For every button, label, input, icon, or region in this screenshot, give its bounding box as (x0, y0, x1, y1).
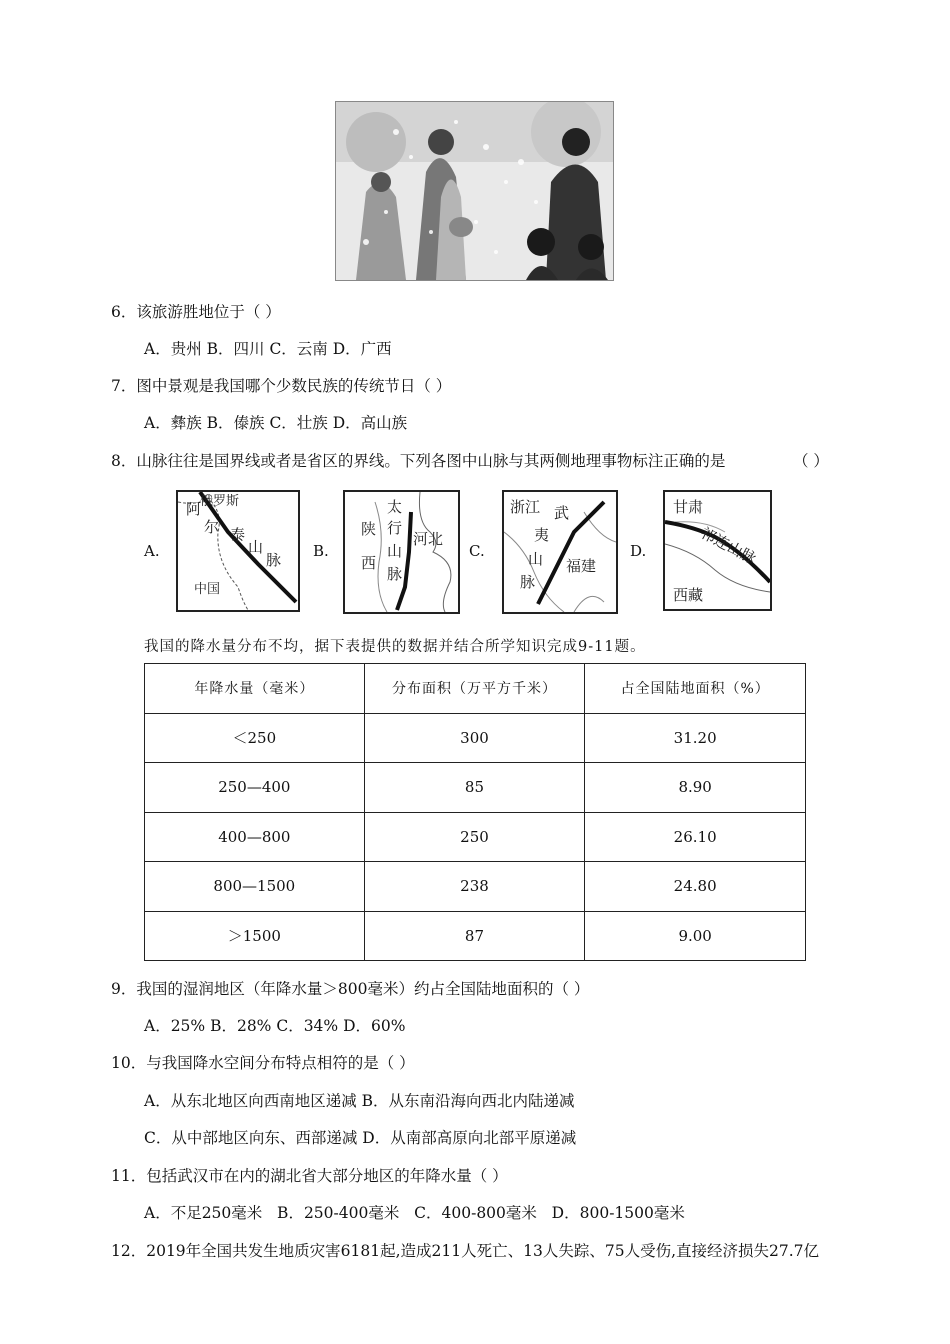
table-header-cell: 年降水量（毫米） (145, 664, 365, 714)
map-b-hebei-label: 河北 (413, 530, 444, 548)
table-cell: ＜250 (145, 713, 365, 763)
table-cell: ＞1500 (145, 911, 365, 961)
map-c-label: C. (469, 542, 485, 560)
table-row (145, 862, 806, 912)
question-9-stem: 9．我国的湿润地区（年降水量＞800毫米）约占全国陆地面积的（ ） (111, 980, 590, 998)
question-6-options: A．贵州 B．四川 C．云南 D．广西 (144, 340, 392, 358)
map-d-qilian-label: 祁连山脉 (697, 523, 760, 568)
question-10-options-2: C．从中部地区向东、西部递减 D．从南部高原向北部平原递减 (144, 1129, 577, 1147)
table-cell: 24.80 (585, 862, 806, 912)
table-row (145, 713, 806, 763)
table-cell: 800—1500 (145, 862, 365, 912)
table-cell: 9.00 (585, 911, 806, 961)
map-c-char-3: 山 (528, 550, 544, 568)
map-d-qilian (663, 490, 772, 611)
map-c-char-4: 脉 (520, 573, 536, 591)
question-10-stem: 10．与我国降水空间分布特点相符的是（ ） (111, 1054, 415, 1072)
map-d-gansu-label: 甘肃 (673, 498, 704, 516)
map-b-char-t1: 太 (387, 498, 403, 516)
map-a-char-5: 脉 (266, 551, 282, 569)
question-9-options: A．25% B．28% C．34% D．60% (144, 1017, 406, 1035)
map-b-char-t3: 山 (387, 542, 403, 560)
question-10-options-1: A．从东北地区向西南地区递减 B．从东南沿海向西北内陆递减 (144, 1092, 575, 1110)
table-cell: 8.90 (585, 763, 806, 813)
map-b-char-w1: 陕 (361, 520, 377, 538)
map-b-label: B. (313, 542, 329, 560)
map-d-label: D. (630, 542, 647, 560)
table-cell: 31.20 (585, 713, 806, 763)
water-splashing-festival-photo (335, 101, 614, 281)
map-c-wuyi (502, 490, 618, 614)
question-6-stem: 6．该旅游胜地位于（ ） (111, 303, 281, 321)
map-a-char-2: 尔 (204, 518, 220, 536)
table-cell: 250—400 (145, 763, 365, 813)
map-a-china-label: 中国 (194, 582, 221, 597)
map-a-altai (176, 490, 300, 612)
map-c-fujian-label: 福建 (566, 557, 597, 575)
map-a-russia-label: 俄罗斯 (200, 494, 240, 509)
table-intro: 我国的降水量分布不均，据下表提供的数据并结合所学知识完成9-11题。 (144, 639, 646, 655)
map-c-zhejiang-label: 浙江 (510, 498, 541, 516)
table-cell: 26.10 (585, 812, 806, 862)
map-d-tibet-label: 西藏 (673, 586, 704, 604)
question-11-stem: 11．包括武汉市在内的湖北省大部分地区的年降水量（ ） (111, 1167, 508, 1185)
map-a-char-3: 泰 (230, 526, 246, 544)
table-row (145, 763, 806, 813)
map-b-taihang (343, 490, 460, 614)
table-cell: 400—800 (145, 812, 365, 862)
question-7-options: A．彝族 B．傣族 C．壮族 D．高山族 (144, 414, 408, 432)
table-header-cell: 分布面积（万平方千米） (364, 664, 585, 714)
map-a-label: A. (144, 542, 160, 560)
table-cell: 250 (364, 812, 585, 862)
map-b-char-t2: 行 (387, 519, 403, 537)
table-cell: 87 (364, 911, 585, 961)
question-8-stem: 8．山脉往往是国界线或者是省区的界线。下列各图中山脉与其两侧地理事物标注正确的是 (111, 452, 726, 470)
question-7-stem: 7．图中景观是我国哪个少数民族的传统节日（ ） (111, 377, 452, 395)
map-b-char-w2: 西 (361, 554, 377, 572)
table-cell: 85 (364, 763, 585, 813)
table-header-row (145, 664, 806, 714)
map-a-char-1: 阿 (186, 500, 202, 518)
question-12-stem: 12．2019年全国共发生地质灾害6181起,造成211人死亡、13人失踪、75人受伤,直接经济损失27.7亿 (111, 1242, 820, 1260)
precipitation-table (144, 663, 806, 961)
map-c-char-1: 武 (554, 504, 570, 522)
table-row (145, 911, 806, 961)
map-b-char-t4: 脉 (387, 565, 403, 583)
table-header-cell: 占全国陆地面积（%） (585, 664, 806, 714)
question-11-options: A．不足250毫米 B．250-400毫米 C．400-800毫米 D．800-1500毫米 (144, 1204, 685, 1222)
question-8-paren: （ ） (793, 452, 829, 470)
table-cell: 300 (364, 713, 585, 763)
map-c-char-2: 夷 (534, 526, 550, 544)
map-a-char-4: 山 (248, 538, 264, 556)
table-row (145, 812, 806, 862)
table-cell: 238 (364, 862, 585, 912)
